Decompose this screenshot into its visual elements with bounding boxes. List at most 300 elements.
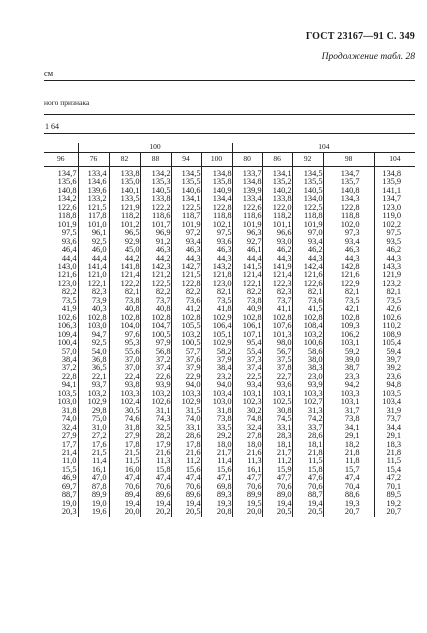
- table-cell: 103,0: [78, 322, 109, 330]
- table-cell: 122,0: [262, 204, 292, 212]
- table-cell: 134,7: [374, 195, 415, 203]
- table-cell: 15,9: [262, 466, 292, 474]
- table-cell: 31,3: [292, 407, 323, 415]
- table-cell: 93,7: [78, 381, 109, 389]
- table-cell: 96,3: [232, 229, 262, 237]
- column-header: 94: [171, 153, 201, 167]
- table-row: [44, 305, 415, 313]
- table-cell: 73,8: [232, 297, 262, 305]
- table-cell: 103,1: [323, 398, 374, 406]
- table-cell: 93,9: [292, 381, 323, 389]
- table-cell: 21,6: [171, 449, 201, 457]
- table-cell: 73,7: [374, 415, 415, 423]
- table-cell: 19,3: [323, 500, 374, 508]
- table-cell: 37,0: [109, 364, 140, 372]
- table-cell: 36,5: [78, 364, 109, 372]
- table-cell: 140,5: [140, 187, 171, 195]
- column-header: 92: [292, 153, 323, 167]
- column-header: 100: [201, 153, 232, 167]
- table-cell: 133,7: [232, 167, 262, 179]
- table-cell: 121,5: [78, 204, 109, 212]
- table-cell: 133,4: [232, 195, 262, 203]
- table-row: [44, 364, 415, 372]
- table-cell: 122,6: [292, 280, 323, 288]
- table-cell: 46,4: [61, 246, 77, 255]
- table-cell: 11,0: [62, 457, 77, 466]
- table-cell: 34,1: [323, 424, 374, 432]
- table-row: [44, 466, 415, 474]
- table-cell: 47,6: [292, 474, 323, 482]
- table-cell: 122,2: [109, 280, 140, 288]
- table-row: [44, 246, 415, 254]
- table-cell: 47,1: [201, 474, 232, 482]
- table-cell: 93,4: [292, 238, 323, 246]
- table-cell: 82,1: [201, 288, 232, 296]
- table-cell: 47,0: [78, 474, 109, 482]
- table-cell: 19,6: [78, 508, 109, 516]
- table-cell: 109,3: [323, 322, 374, 330]
- table-cell: 134,8: [374, 167, 415, 179]
- table-cell: 19,4: [109, 500, 140, 508]
- table-cell: 122,8: [201, 204, 232, 212]
- table-cell: 38,7: [323, 364, 374, 372]
- table-cell: 44,4: [232, 255, 262, 263]
- table-cell: 134,3: [323, 195, 374, 203]
- table-cell: 101,1: [262, 221, 292, 229]
- table-cell: 70,6: [140, 483, 171, 491]
- table-cell: 20,8: [201, 508, 232, 516]
- table-cell: 93,5: [374, 238, 415, 246]
- table-cell: 40,8: [140, 305, 171, 313]
- table-cell: 55,4: [232, 348, 262, 356]
- table-cell: 27,9: [61, 432, 77, 441]
- table-cell: 89,9: [78, 491, 109, 499]
- table-cell: 31,5: [171, 407, 201, 415]
- table-cell: 11,2: [262, 457, 292, 465]
- table-cell: 97,9: [140, 339, 171, 347]
- table-cell: 11,8: [323, 457, 374, 465]
- table-cell: 96,5: [109, 229, 140, 237]
- table-cell: 23,3: [323, 373, 374, 381]
- table-cell: 33,1: [262, 424, 292, 432]
- table-cell: 102,1: [201, 221, 232, 229]
- table-cell: 121,6: [292, 271, 323, 279]
- table-cell: 87,8: [78, 483, 109, 491]
- table-cell: 21,6: [140, 449, 171, 457]
- table-cell: 121,0: [78, 271, 109, 279]
- table-cell: 102,2: [374, 221, 415, 229]
- table-cell: 38,0: [292, 356, 323, 364]
- table-cell: 103,2: [171, 331, 201, 339]
- table-cell: 122,1: [232, 280, 262, 288]
- table-cell: 134,4: [201, 195, 232, 203]
- table-cell: 39,0: [323, 356, 374, 364]
- column-header: 98: [323, 153, 374, 167]
- table-cell: 102,6: [57, 313, 77, 322]
- table-cell: 70,6: [232, 483, 262, 491]
- table-row: [44, 390, 415, 398]
- table-cell: 22,6: [140, 373, 171, 381]
- table-cell: 143,0: [57, 262, 77, 271]
- table-row: [44, 238, 415, 246]
- table-cell: 96,1: [78, 229, 109, 237]
- table-cell: 31,1: [140, 407, 171, 415]
- table-cell: 69,8: [201, 483, 232, 491]
- table-cell: 121,5: [171, 271, 201, 279]
- table-cell: 18,2: [323, 441, 374, 449]
- table-cell: 102,8: [323, 314, 374, 322]
- table-cell: 44,4: [61, 254, 77, 263]
- table-cell: 88,6: [323, 491, 374, 499]
- table-cell: 122,6: [232, 204, 262, 212]
- table-cell: 135,5: [171, 178, 201, 186]
- table-cell: 17,8: [109, 441, 140, 449]
- table-cell: 135,7: [323, 178, 374, 186]
- table-cell: 92,5: [78, 238, 109, 246]
- table-cell: 40,9: [232, 305, 262, 313]
- table-cell: 20,2: [140, 508, 171, 516]
- table-cell: 73,7: [262, 297, 292, 305]
- table-cell: 89,3: [201, 491, 232, 499]
- table-cell: 121,9: [109, 204, 140, 212]
- table-cell: 82,2: [140, 288, 171, 296]
- table-cell: 82,1: [109, 288, 140, 296]
- table-cell: 94,1: [61, 381, 77, 390]
- table-cell: 133,5: [109, 195, 140, 203]
- table-cell: 118,6: [232, 212, 262, 220]
- table-cell: 140,9: [201, 187, 232, 195]
- table-cell: 93,6: [61, 237, 77, 246]
- table-cell: 94,2: [323, 381, 374, 389]
- table-cell: 11,3: [232, 457, 262, 465]
- table-cell: 42,1: [323, 305, 374, 313]
- table-cell: 134,1: [171, 195, 201, 203]
- table-cell: 19,4: [292, 500, 323, 508]
- table-cell: 97,5: [201, 229, 232, 237]
- table-cell: 18,1: [262, 441, 292, 449]
- table-cell: 30,2: [232, 407, 262, 415]
- table-cell: 117,8: [78, 212, 109, 220]
- table-cell: 82,2: [171, 288, 201, 296]
- table-cell: 44,3: [292, 255, 323, 263]
- table-cell: 97,0: [292, 229, 323, 237]
- table-cell: 101,7: [140, 221, 171, 229]
- table-cell: 121,2: [140, 271, 171, 279]
- table-cell: 102,8: [109, 314, 140, 322]
- table-cell: 74,6: [109, 415, 140, 423]
- table-cell: 139,6: [78, 187, 109, 195]
- table-cell: 46,0: [78, 246, 109, 254]
- table-cell: 73,7: [140, 297, 171, 305]
- table-cell: 18,0: [201, 441, 232, 449]
- table-cell: 44,4: [78, 255, 109, 263]
- table-cell: 27,2: [78, 432, 109, 440]
- table-cell: 96,9: [140, 229, 171, 237]
- table-cell: 102,8: [171, 314, 201, 322]
- table-body: [44, 167, 415, 517]
- table-cell: 122,3: [262, 280, 292, 288]
- table-cell: 38,4: [201, 364, 232, 372]
- column-header: 80: [232, 153, 262, 167]
- table-cell: 21,8: [374, 449, 415, 457]
- table-cell: 133,4: [78, 167, 109, 179]
- table-cell: 47,7: [232, 474, 262, 482]
- table-cell: 19,4: [171, 500, 201, 508]
- table-cell: 82,1: [323, 288, 374, 296]
- table-cell: 37,4: [232, 364, 262, 372]
- table-cell: 93,6: [201, 238, 232, 246]
- table-cell: 22,7: [262, 373, 292, 381]
- table-row: [44, 167, 415, 179]
- table-cell: 82,1: [374, 288, 415, 296]
- table-cell: 29,8: [78, 407, 109, 415]
- table-cell: 73,5: [201, 297, 232, 305]
- table-cell: 11,5: [374, 457, 415, 465]
- table-cell: 56,7: [262, 348, 292, 356]
- table-cell: 118,8: [201, 212, 232, 220]
- table-cell: 39,7: [374, 356, 415, 364]
- table-cell: 59,2: [323, 348, 374, 356]
- table-row: [44, 500, 415, 508]
- table-cell: 106,3: [57, 322, 77, 331]
- table-cell: 142,7: [171, 263, 201, 271]
- table-cell: 140,5: [292, 187, 323, 195]
- table-cell: 46,3: [171, 246, 201, 254]
- table-cell: 37,4: [140, 364, 171, 372]
- table-cell: 107,1: [232, 331, 262, 339]
- table-row: [44, 356, 415, 364]
- table-row: [44, 331, 415, 339]
- table-cell: 122,5: [292, 204, 323, 212]
- table-cell: 89,6: [140, 491, 171, 499]
- table-cell: 29,1: [374, 432, 415, 440]
- table-cell: 133,2: [78, 195, 109, 203]
- table-cell: 82,1: [292, 288, 323, 296]
- table-cell: 97,5: [374, 229, 415, 237]
- table-row: [44, 212, 415, 220]
- table-cell: 103,5: [57, 389, 77, 398]
- table-cell: 70,4: [323, 483, 374, 491]
- table-cell: 91,2: [140, 238, 171, 246]
- table-cell: 104,7: [140, 322, 171, 330]
- table-cell: 16,1: [78, 466, 109, 474]
- table-cell: 20,5: [262, 508, 292, 516]
- table-cell: 101,9: [57, 220, 77, 229]
- table-cell: 92,5: [78, 339, 109, 347]
- table-cell: 108,4: [292, 322, 323, 330]
- table-cell: 28,6: [171, 432, 201, 440]
- table-cell: 27,9: [109, 432, 140, 440]
- table-cell: 41,5: [292, 305, 323, 313]
- table-cell: 103,1: [262, 390, 292, 398]
- table-cell: 17,6: [78, 441, 109, 449]
- table-cell: 103,3: [171, 390, 201, 398]
- table-cell: 11,5: [292, 457, 323, 465]
- table-cell: 46,1: [232, 246, 262, 254]
- table-cell: 102,8: [232, 314, 262, 322]
- table-cell: 73,9: [78, 297, 109, 305]
- table-cell: 11,4: [201, 457, 232, 465]
- table-cell: 119,0: [374, 212, 415, 220]
- table-cell: 69,7: [61, 482, 77, 491]
- table-cell: 134,5: [292, 167, 323, 179]
- table-row: [44, 229, 415, 237]
- table-row: [44, 491, 415, 499]
- table-cell: 38,3: [292, 364, 323, 372]
- table-cell: 44,3: [374, 255, 415, 263]
- table-cell: 143,2: [201, 263, 232, 271]
- table-cell: 98,0: [262, 339, 292, 347]
- table-cell: 19,5: [232, 500, 262, 508]
- table-cell: 141,9: [262, 263, 292, 271]
- table-cell: 30,8: [262, 407, 292, 415]
- group-header: 104: [232, 143, 415, 153]
- table-cell: 135,3: [140, 178, 171, 186]
- table-cell: 123,0: [201, 280, 232, 288]
- table-cell: 140,2: [262, 187, 292, 195]
- table-cell: 95,4: [232, 339, 262, 347]
- table-cell: 89,0: [262, 491, 292, 499]
- table-cell: 75,0: [78, 415, 109, 423]
- table-cell: 46,3: [140, 246, 171, 254]
- table-cell: 21,8: [323, 449, 374, 457]
- table-cell: 19,4: [140, 500, 171, 508]
- table-cell: 135,9: [374, 178, 415, 186]
- table-cell: 102,9: [78, 398, 109, 406]
- group-header: 100: [78, 143, 232, 153]
- table-row: [44, 221, 415, 229]
- table-cell: 31,9: [374, 407, 415, 415]
- table-row: [44, 407, 415, 415]
- table-row: [44, 263, 415, 271]
- table-cell: 74,0: [171, 415, 201, 423]
- column-header: 76: [78, 153, 109, 167]
- table-cell: 46,2: [292, 246, 323, 254]
- table-row: [44, 339, 415, 347]
- table-cell: 103,3: [292, 390, 323, 398]
- table-cell: 82,3: [262, 288, 292, 296]
- table-cell: 95,3: [109, 339, 140, 347]
- table-cell: 29,1: [323, 432, 374, 440]
- table-cell: 45,0: [109, 246, 140, 254]
- table-cell: 102,6: [374, 314, 415, 322]
- table-cell: 57,7: [171, 348, 201, 356]
- table-cell: 134,8: [232, 178, 262, 186]
- table-cell: 37,9: [171, 364, 201, 372]
- table-row: [44, 322, 415, 330]
- table-cell: 16,0: [109, 466, 140, 474]
- table-cell: 94,7: [78, 331, 109, 339]
- table-cell: 21,8: [292, 449, 323, 457]
- table-cell: 20,0: [232, 508, 262, 516]
- table-row: [44, 449, 415, 457]
- table-cell: 28,3: [262, 432, 292, 440]
- rule-lower: [44, 133, 415, 134]
- table-cell: 20,5: [292, 508, 323, 516]
- table-cell: 118,8: [292, 212, 323, 220]
- table-cell: 41,8: [201, 305, 232, 313]
- table-cell: 93,6: [262, 381, 292, 389]
- table-cell: 122,5: [140, 280, 171, 288]
- table-cell: 22,8: [61, 372, 77, 381]
- table-cell: 15,8: [140, 466, 171, 474]
- table-cell: 20,3: [61, 508, 77, 517]
- table-cell: 19,0: [78, 500, 109, 508]
- table-cell: 121,4: [262, 271, 292, 279]
- table-cell: 15,4: [374, 466, 415, 474]
- table-row: [44, 271, 415, 279]
- table-cell: 74,0: [61, 415, 77, 424]
- table-cell: 92,7: [232, 238, 262, 246]
- table-cell: 103,0: [57, 398, 77, 407]
- table-cell: 37,2: [140, 356, 171, 364]
- table-cell: 21,5: [109, 449, 140, 457]
- table-cell: 22,4: [109, 373, 140, 381]
- table-cell: 97,6: [109, 331, 140, 339]
- table-cell: 141,8: [109, 263, 140, 271]
- table-cell: 143,3: [374, 263, 415, 271]
- table-cell: 20,7: [374, 508, 415, 516]
- table-cell: 23,6: [374, 373, 415, 381]
- table-cell: 103,0: [201, 398, 232, 406]
- table-cell: 104,0: [109, 322, 140, 330]
- table-cell: 33,1: [171, 424, 201, 432]
- data-table: [44, 143, 415, 517]
- table-cell: 108,9: [374, 331, 415, 339]
- table-cell: 106,4: [201, 322, 232, 330]
- table-cell: 94,0: [201, 381, 232, 389]
- table-cell: 134,6: [78, 178, 109, 186]
- table-cell: 33,7: [292, 424, 323, 432]
- table-cell: 106,1: [232, 322, 262, 330]
- table-cell: 44,3: [262, 255, 292, 263]
- table-cell: 17,8: [171, 441, 201, 449]
- table-cell: 101,9: [171, 221, 201, 229]
- table-cell: 34,4: [374, 424, 415, 432]
- table-cell: 47,4: [109, 474, 140, 482]
- table-cell: 46,2: [262, 246, 292, 254]
- table-cell: 37,5: [262, 356, 292, 364]
- column-header: 96: [44, 153, 78, 167]
- group-header-blank: [44, 143, 78, 153]
- table-cell: 118,7: [171, 212, 201, 220]
- table-cell: 107,6: [262, 322, 292, 330]
- table-cell: 73,5: [323, 297, 374, 305]
- table-cell: 134,2: [140, 167, 171, 179]
- table-cell: 37,8: [262, 364, 292, 372]
- column-header: 88: [140, 153, 171, 167]
- table-cell: 21,7: [201, 449, 232, 457]
- table-cell: 101,9: [292, 221, 323, 229]
- table-cell: 17,7: [61, 440, 77, 449]
- table-cell: 73,6: [171, 297, 201, 305]
- table-cell: 103,2: [292, 331, 323, 339]
- table-cell: 70,1: [374, 483, 415, 491]
- table-cell: 106,2: [323, 331, 374, 339]
- table-cell: 42,6: [374, 305, 415, 313]
- table-row: [44, 195, 415, 203]
- table-cell: 102,9: [201, 314, 232, 322]
- table-cell: 134,2: [57, 195, 77, 204]
- table-cell: 123,0: [374, 204, 415, 212]
- table-cell: 133,8: [262, 195, 292, 203]
- table-cell: 135,0: [109, 178, 140, 186]
- table-cell: 118,6: [140, 212, 171, 220]
- column-header: 82: [109, 153, 140, 167]
- table-cell: 23,0: [292, 373, 323, 381]
- table-row: [44, 255, 415, 263]
- table-row: [44, 508, 415, 516]
